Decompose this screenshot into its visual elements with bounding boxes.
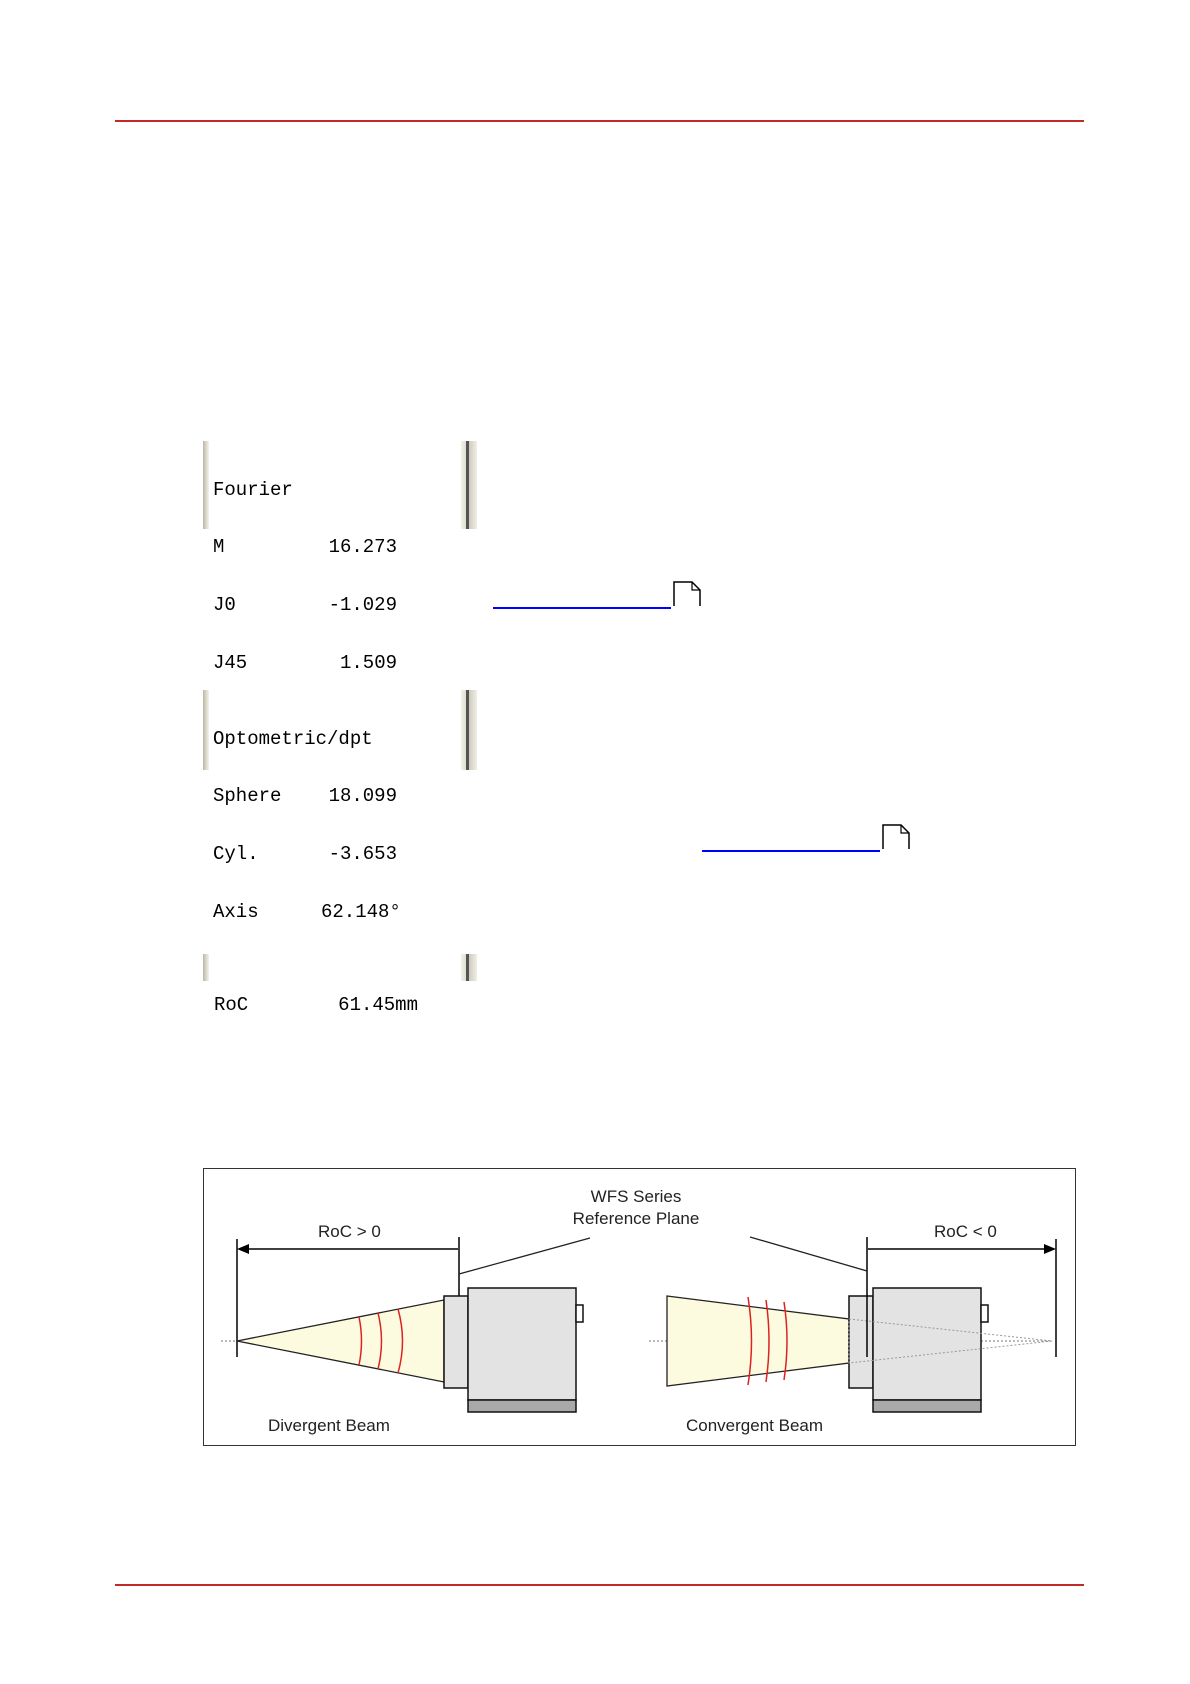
- arrowhead: [237, 1244, 249, 1254]
- row-label: Cyl.: [213, 843, 259, 866]
- convergent-beam-caption: Convergent Beam: [686, 1416, 824, 1435]
- left-sensor-base: [468, 1400, 576, 1412]
- row-label: J0: [213, 594, 236, 617]
- roc-label: RoC: [214, 993, 249, 1016]
- left-sensor-aperture: [444, 1296, 468, 1388]
- panel-splitter-handle[interactable]: [461, 954, 477, 981]
- optometric-row-cyl: [213, 845, 397, 864]
- divergent-beam-caption: Divergent Beam: [268, 1416, 390, 1435]
- header-rule: [115, 120, 1084, 122]
- fourier-title: Fourier: [213, 478, 293, 501]
- fourier-row-j0: [213, 596, 397, 615]
- right-sensor-connector: [981, 1305, 988, 1322]
- right-sensor-aperture: [849, 1296, 873, 1388]
- page-icon[interactable]: [673, 581, 701, 607]
- roc-sign-figure: [203, 1168, 1076, 1446]
- reference-link[interactable]: [493, 585, 671, 609]
- fourier-row-m: [213, 538, 397, 557]
- roc-row: [214, 993, 418, 1016]
- optometric-row-sphere: [213, 787, 397, 806]
- right-reference-leader: [750, 1237, 867, 1271]
- panel-left-edge: [203, 441, 209, 529]
- row-value: 16.273: [328, 536, 397, 559]
- reference-link[interactable]: [702, 828, 880, 852]
- roc-negative-label: RoC < 0: [934, 1222, 997, 1241]
- page-icon[interactable]: [882, 824, 910, 850]
- row-value: -1.029: [328, 594, 397, 617]
- arrowhead: [1044, 1244, 1056, 1254]
- row-label: M: [213, 536, 225, 559]
- footer-rule: [115, 1584, 1084, 1586]
- row-value: 62.148°: [321, 901, 401, 924]
- panel-splitter-handle[interactable]: [461, 690, 477, 770]
- right-sensor-base: [873, 1400, 981, 1412]
- roc-positive-label: RoC > 0: [318, 1222, 381, 1241]
- row-label: Axis: [213, 901, 259, 924]
- optometric-readout-panel: [203, 690, 477, 924]
- row-value: 18.099: [328, 785, 397, 808]
- panel-left-edge: [203, 954, 209, 981]
- left-sensor-body: [468, 1288, 576, 1400]
- reference-plane-label-line2: Reference Plane: [572, 1209, 700, 1228]
- left-reference-leader: [459, 1238, 590, 1274]
- fourier-row-j45: [213, 654, 397, 673]
- roc-readout-panel: [203, 954, 477, 1016]
- panel-left-edge: [203, 690, 209, 770]
- row-value: -3.653: [328, 843, 397, 866]
- roc-sign-diagram: [204, 1169, 1077, 1447]
- divergent-beam-cone: [237, 1300, 444, 1382]
- row-value: 1.509: [339, 652, 397, 675]
- left-sensor-connector: [576, 1305, 583, 1322]
- reference-plane-label-line1: WFS Series: [590, 1187, 682, 1206]
- row-label: Sphere: [213, 785, 282, 808]
- row-label: J45: [213, 652, 248, 675]
- convergent-beam-cone: [667, 1296, 849, 1386]
- right-sensor-body: [873, 1288, 981, 1400]
- roc-value: 61.45mm: [338, 993, 418, 1016]
- panel-splitter-handle[interactable]: [461, 441, 477, 529]
- fourier-readout-panel: [203, 441, 477, 675]
- optometric-row-axis: [213, 901, 401, 924]
- optometric-title: Optometric/dpt: [213, 727, 373, 750]
